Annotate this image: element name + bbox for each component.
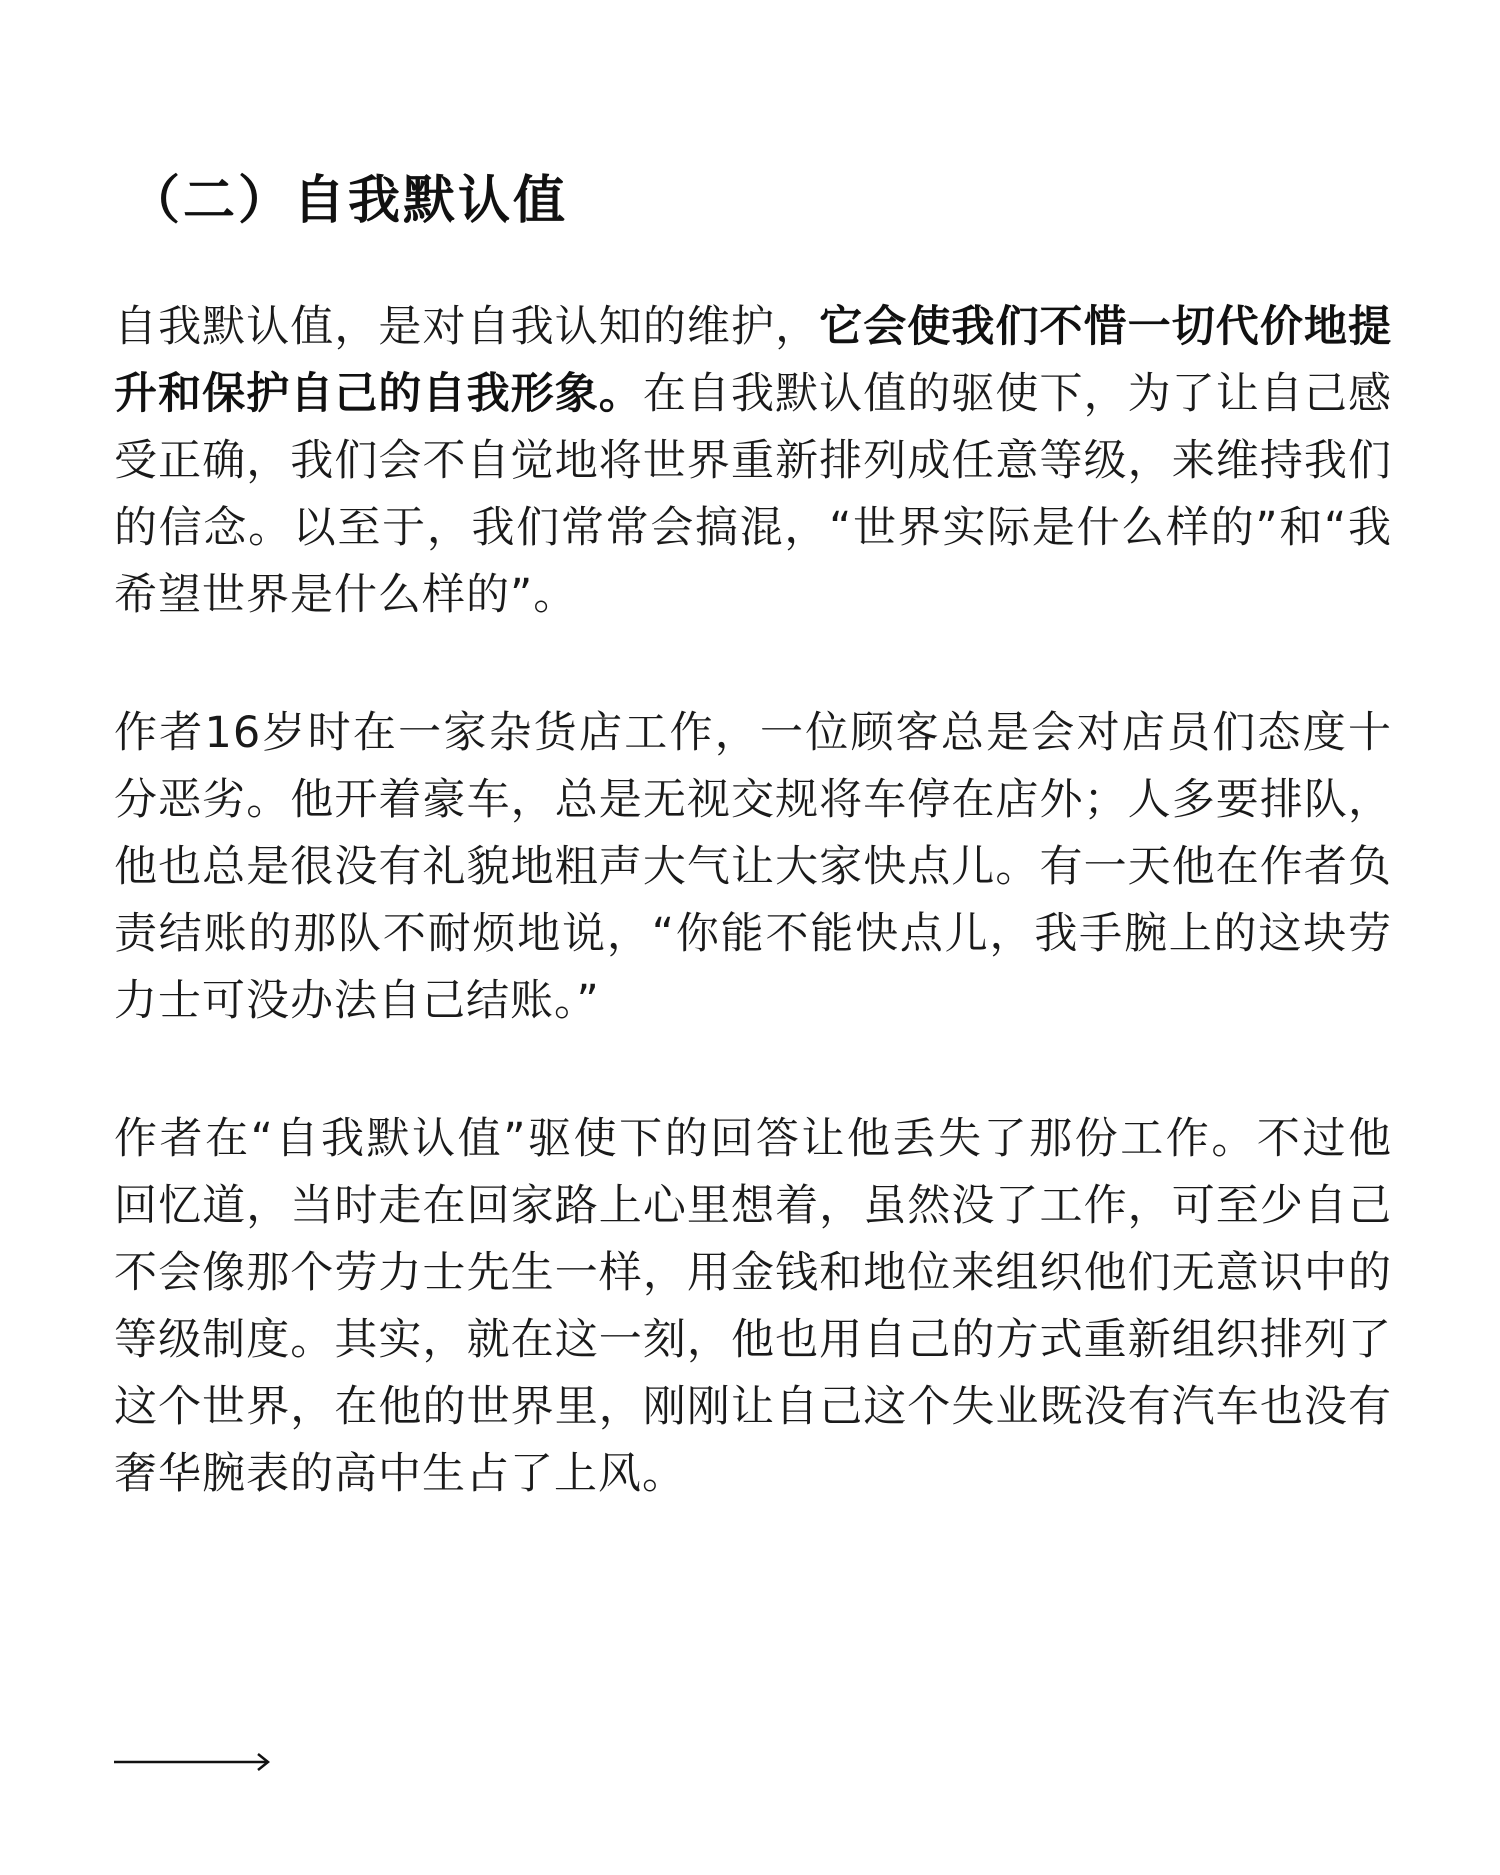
- paragraph-text: 自我默认值，是对自我认知的维护，: [114, 302, 820, 352]
- paragraph-reflection: 作者在“自我默认值”驱使下的回答让他丢失了那份工作。不过他回忆道，当时走在回家路上心里想着，虽然没了工作，可至少自己不会像那个劳力士先生一样，用金钱和地位来组织他们无意识中的等级制度。其实，就在这一刻，他也用自己的方式重新组织排列了这个世界，在他的世界里，刚刚让自己这个失业既没有汽车也没有奢华腕表的高中生占了上风。: [114, 1114, 1392, 1499]
- paragraph-story: 作者16岁时在一家杂货店工作，一位顾客总是会对店员们态度十分恶劣。他开着豪车，总是无视交规将车停在店外；人多要排队，他也总是很没有礼貌地粗声大气让大家快点儿。有一天他在作者负责结账的那队不耐烦地说，“你能不能快点儿，我手腕上的这块劳力士可没办法自己结账。”: [114, 708, 1392, 1026]
- emphasis-text: 它会使我们不惜一切代价地提升和保护自己的自我形象。: [114, 302, 1393, 419]
- paragraph-definition: [114, 294, 1392, 629]
- arrow-right-icon: [114, 1752, 270, 1772]
- section-title: （二）自我默认值: [128, 171, 569, 231]
- paragraph-text: 在自我默认值的驱使下，为了让自己感受正确，我们会不自觉地将世界重新排列成任意等级，来维持我们的信念。以至于，我们常常会搞混，“世界实际是什么样的”和“我希望世界是什么样的”。: [114, 369, 1393, 620]
